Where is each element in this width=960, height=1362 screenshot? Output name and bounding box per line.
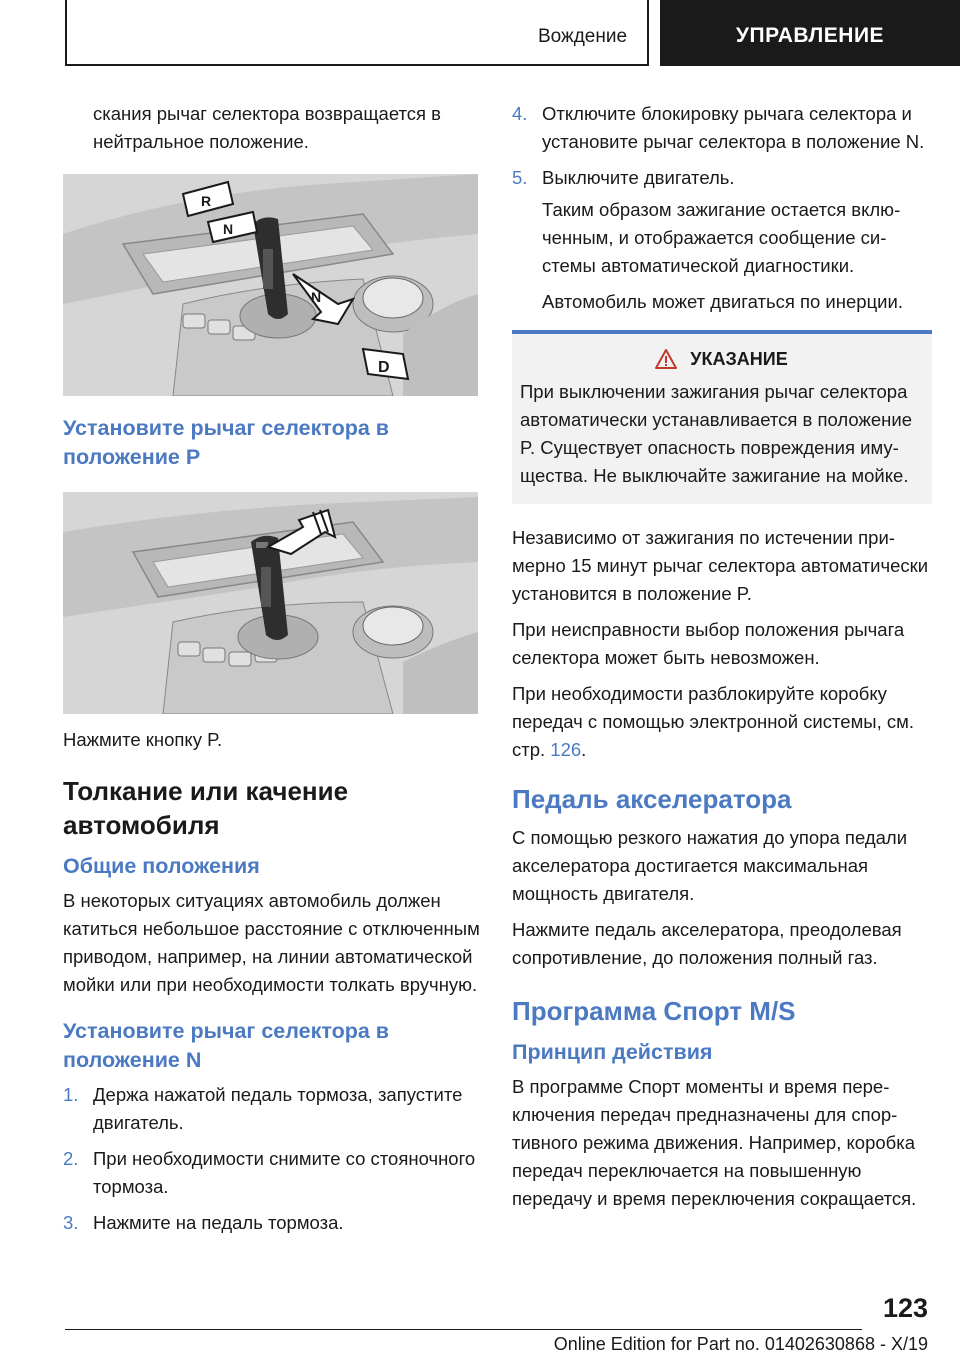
step-text: Держа нажатой педаль тормоза, запустите двигатель.	[93, 1084, 463, 1133]
heading-set-n: Установите рычаг селектора в положение N	[63, 1019, 390, 1072]
heading-principle: Принцип действия	[512, 1040, 713, 1064]
step-text: При необходимости снимите со стояночного тормоза.	[93, 1148, 476, 1197]
header-section-title: Вождение	[537, 26, 628, 47]
step-item	[63, 1145, 483, 1201]
general-info-paragraph: В некоторых ситуациях автомобиль должен катиться небольшое расстояние с отключенным приводом, например, на линии автоматической мойки или при необходимости толкать вручную.	[63, 890, 480, 995]
header-chapter-tab: УПРАВЛЕНИЕ	[660, 0, 960, 66]
footer-divider	[65, 1329, 862, 1330]
accelerator-paragraph-1: С помощью резкого нажатия до упора педали акселератора достигается максимальная мощность двигателя.	[512, 827, 908, 904]
step-number: 2.	[63, 1148, 79, 1169]
heading-sport-program: Программа Спорт M/S	[512, 996, 796, 1026]
step-item	[512, 164, 932, 192]
page-reference-link[interactable]: 126	[550, 739, 582, 760]
warning-triangle-icon	[654, 348, 678, 370]
gear-label-n-mid: N	[311, 289, 322, 305]
step-number: 1.	[63, 1084, 79, 1105]
console-illustration-1	[63, 174, 478, 396]
steps-list-right	[512, 100, 932, 192]
malfunction-paragraph: При неисправности выбор положения рычага селектора может быть невозможен.	[512, 619, 905, 668]
step-number: 3.	[63, 1212, 79, 1233]
step-text: Выключите двигатель.	[542, 167, 735, 188]
step-number: 4.	[512, 103, 528, 124]
warning-box	[512, 330, 932, 504]
step-item	[63, 1209, 483, 1237]
step-item	[512, 100, 932, 156]
principle-paragraph: В программе Спорт моменты и время переключения передач предназначены для спортивного режима движения. Например, коробка передач переключается на повышенную передачу и время переключения сокращается.	[512, 1076, 917, 1209]
step-number: 5.	[512, 167, 528, 188]
press-p-instruction: Нажмите кнопку P.	[63, 729, 223, 750]
gear-label-n-top: N	[223, 221, 234, 237]
heading-accelerator: Педаль акселератора	[512, 784, 792, 814]
heading-push-or-roll: Толкание или качение автомобиля	[63, 776, 349, 840]
gear-label-r: R	[201, 193, 212, 209]
heading-set-p: Установите рычаг селектора в положение P	[63, 416, 390, 469]
warning-title: УКАЗАНИЕ	[690, 348, 788, 369]
page-number: 123	[882, 1293, 928, 1323]
unlock-text: При необходимости разблокируйте коробку передач с помощью электронной системы, см. стр.	[512, 683, 914, 760]
step-text: Нажмите на педаль тормоза.	[93, 1212, 344, 1233]
step-text: Отключите блокировку рычага селектора и установите рычаг селектора в положение N.	[542, 103, 925, 152]
right-column	[512, 100, 932, 1221]
console-illustration-2	[63, 492, 478, 714]
step5-note-rolling: Автомобиль может двигаться по инерции.	[542, 291, 903, 312]
unlock-text-end: .	[581, 739, 587, 760]
step5-note-ignition: Таким образом зажигание остается включенным, и отображается сообщение системы автоматической диагностики.	[542, 199, 901, 276]
steps-list-left	[63, 1081, 483, 1237]
accelerator-paragraph-2: Нажмите педаль акселератора, преодолевая сопротивление, до положения полный газ.	[512, 919, 902, 968]
warning-header	[520, 348, 922, 370]
left-column	[63, 100, 483, 1245]
selector-lever-figure-p-button	[63, 492, 478, 714]
step-item	[63, 1081, 483, 1137]
footer-edition: Online Edition for Part no. 01402630868 - X/19	[553, 1334, 928, 1354]
heading-general-info: Общие положения	[63, 854, 260, 878]
unlock-paragraph	[512, 680, 932, 764]
warning-text: При выключении зажигания рычаг селектора автоматически устанавливается в положение P. Существует опасность повреждения имущества. Не выключайте зажигание на мойке.	[520, 381, 913, 486]
gear-label-d: D	[378, 359, 390, 376]
auto-p-paragraph: Независимо от зажигания по истечении примерно 15 минут рычаг селектора автоматически установится в положение P.	[512, 527, 929, 604]
selector-lever-figure-n-to-d	[63, 174, 478, 396]
intro-paragraph: скания рычаг селектора возвращается в нейтральное положение.	[93, 103, 442, 152]
